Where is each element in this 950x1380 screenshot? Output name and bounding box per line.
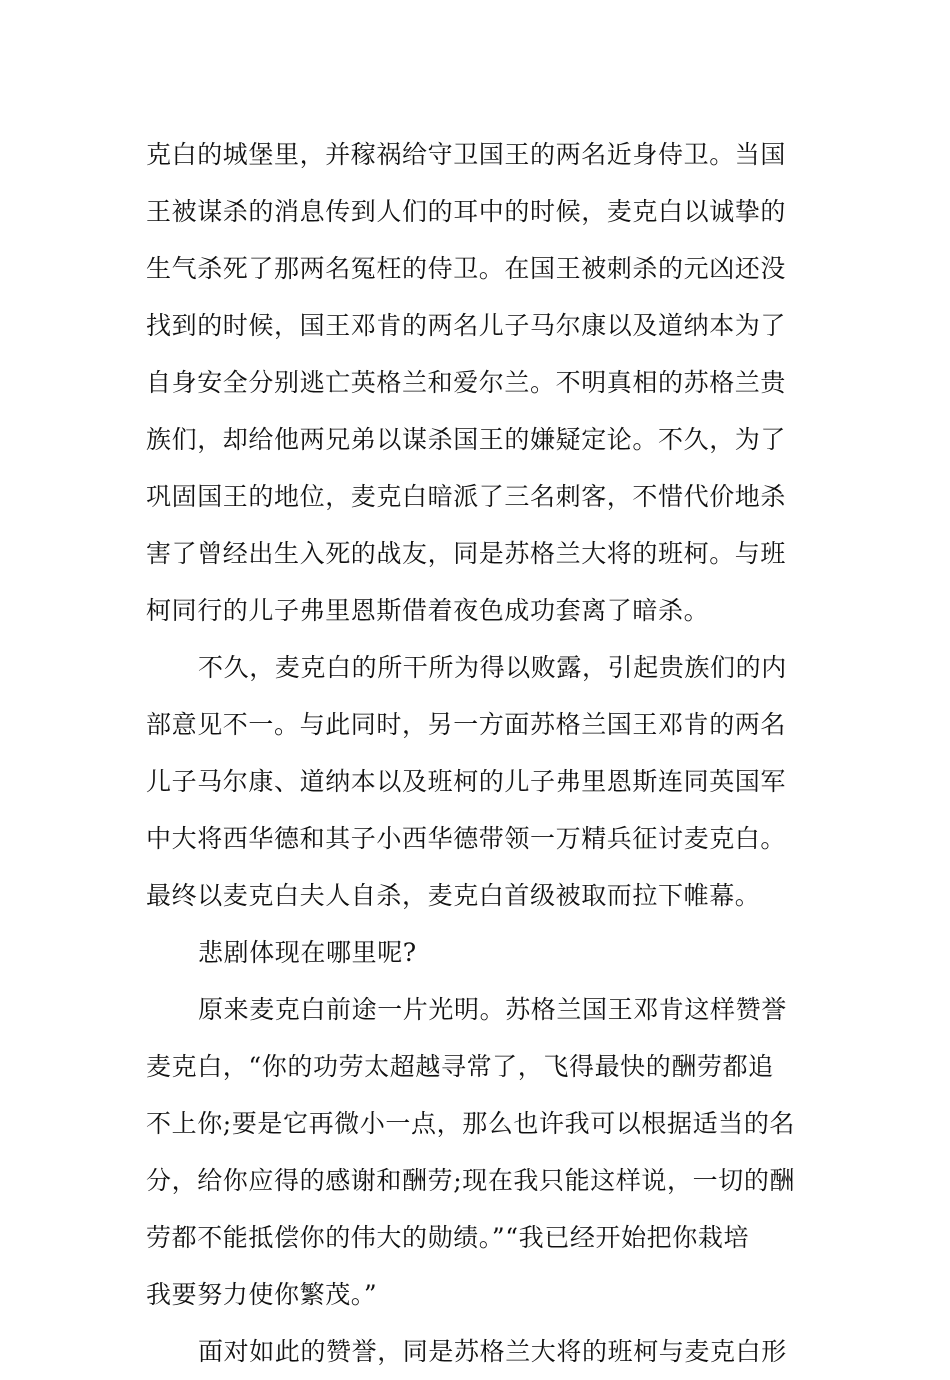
text-line: 克白的城堡里，并稼祸给守卫国王的两名近身侍卫。当国	[146, 140, 787, 169]
text-line: 我要努力使你繁茂。”	[146, 1280, 378, 1309]
text-line: 劳都不能抵偿你的伟大的勋绩。”“我已经开始把你栽培	[146, 1223, 750, 1252]
text-line: 儿子马尔康、道纳本以及班柯的儿子弗里恩斯连同英国军	[146, 767, 787, 796]
paragraph-start-line: 不久，麦克白的所干所为得以败露，引起贵族们的内	[198, 653, 787, 682]
text-line: 生气杀死了那两名冤枉的侍卫。在国王被刺杀的元凶还没	[146, 254, 787, 283]
text-line: 找到的时候，国王邓肯的两名儿子马尔康以及道纳本为了	[146, 311, 787, 340]
text-line: 不上你;要是它再微小一点，那么也许我可以根据适当的名	[146, 1109, 796, 1138]
text-line: 自身安全分别逃亡英格兰和爱尔兰。不明真相的苏格兰贵	[146, 368, 787, 397]
text-line: 中大将西华德和其子小西华德带领一万精兵征讨麦克白。	[146, 824, 787, 853]
text-line: 分，给你应得的感谢和酬劳;现在我只能这样说，一切的酬	[146, 1166, 796, 1195]
paragraph-start-line: 面对如此的赞誉，同是苏格兰大将的班柯与麦克白形	[198, 1337, 787, 1366]
text-line: 王被谋杀的消息传到人们的耳中的时候，麦克白以诚挚的	[146, 197, 787, 226]
text-line: 巩固国王的地位，麦克白暗派了三名刺客，不惜代价地杀	[146, 482, 787, 511]
paragraph-start-line: 悲剧体现在哪里呢?	[198, 938, 417, 967]
document-body	[146, 126, 808, 1380]
text-line: 最终以麦克白夫人自杀，麦克白首级被取而拉下帷幕。	[146, 881, 761, 910]
text-line: 柯同行的儿子弗里恩斯借着夜色成功套离了暗杀。	[146, 596, 710, 625]
text-line: 麦克白，“你的功劳太超越寻常了，飞得最快的酬劳都追	[146, 1052, 774, 1081]
text-line: 害了曾经出生入死的战友，同是苏格兰大将的班柯。与班	[146, 539, 787, 568]
paragraph-start-line: 原来麦克白前途一片光明。苏格兰国王邓肯这样赞誉	[198, 995, 787, 1024]
text-line: 族们，却给他两兄弟以谋杀国王的嫌疑定论。不久，为了	[146, 425, 787, 454]
text-line: 部意见不一。与此同时，另一方面苏格兰国王邓肯的两名	[146, 710, 787, 739]
